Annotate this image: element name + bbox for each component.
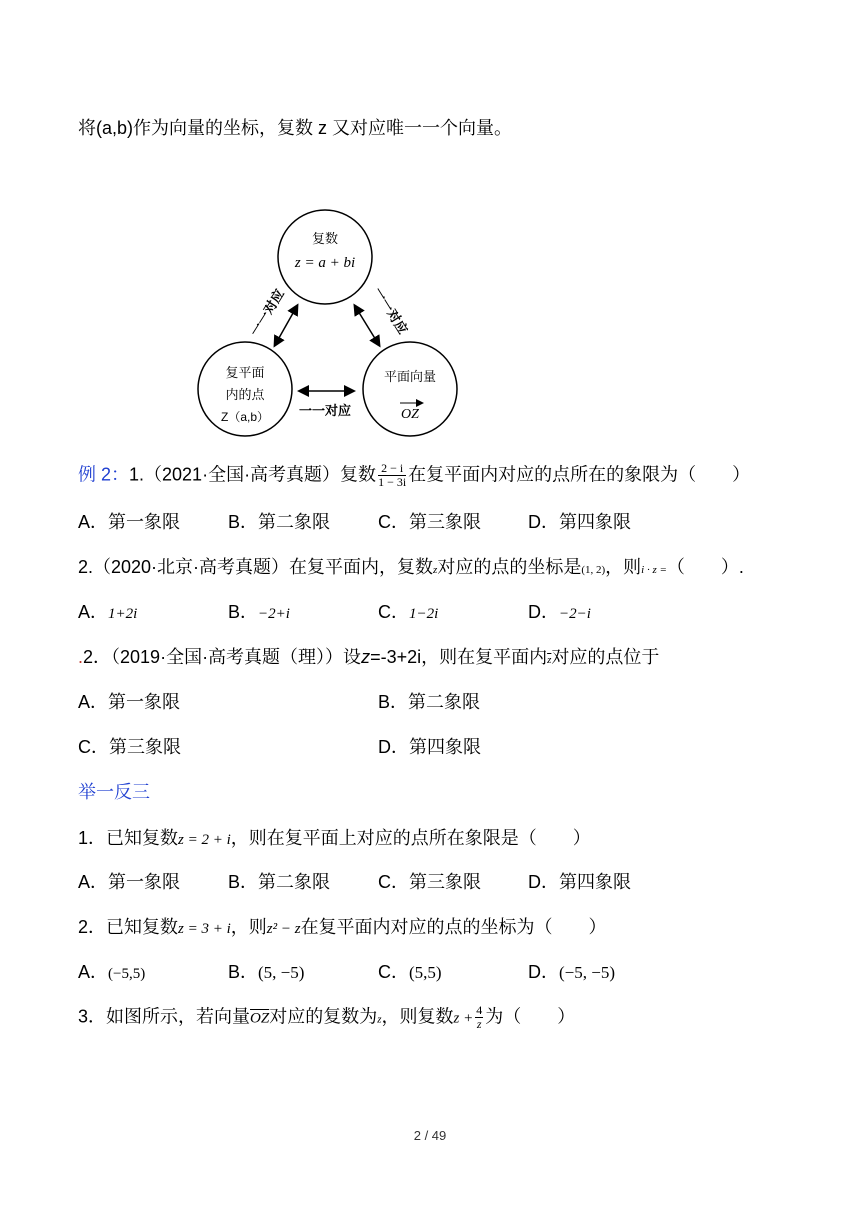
arrow-right xyxy=(355,306,379,345)
left-line3: Z（a,b） xyxy=(220,410,270,424)
example-q3: .2．（2019·全国·高考真题（理））设z=-3+2i，则在复平面内$\overline{z}$对应的点位于 xyxy=(78,647,660,667)
q1-prefix: 1.（2021·全国·高考真题）复数 xyxy=(129,464,377,485)
example-q1 xyxy=(78,462,750,489)
example-q2: 2.（2020·北京·高考真题）在复平面内，复数z对应的点的坐标是(1, 2)，则i · z =（ ）. xyxy=(78,557,744,577)
q1-option-d: D．第四象限 xyxy=(528,512,631,532)
right-formula: OZ xyxy=(401,407,419,422)
p1-option-a: A．第一象限 xyxy=(78,872,181,892)
q3-option-b: B．第二象限 xyxy=(378,692,481,712)
example-label: 例 2 xyxy=(78,464,112,485)
left-line1: 复平面 xyxy=(225,365,265,380)
q2-option-d: D．−2−i xyxy=(528,602,591,622)
practice-p1: 1．已知复数z = 2 + i，则在复平面上对应的点所在象限是（ ） xyxy=(78,828,591,848)
q1-option-c: C．第三象限 xyxy=(378,512,481,532)
top-formula: z = a + bi xyxy=(294,255,356,271)
top-title: 复数 xyxy=(311,231,339,246)
label-left: 一一对应 xyxy=(246,286,288,339)
q1-option-b: B．第二象限 xyxy=(228,512,331,532)
correspondence-diagram xyxy=(195,205,465,445)
p2-option-c: C．(5,5) xyxy=(378,962,442,982)
example-colon: ： xyxy=(111,464,130,485)
right-line1: 平面向量 xyxy=(383,369,437,384)
p2-option-a: A．(−5,5) xyxy=(78,962,146,982)
q1-option-a: A．第一象限 xyxy=(78,512,181,532)
left-line2: 内的点 xyxy=(225,387,265,402)
intro-text: 将(a,b)作为向量的坐标，复数 z 又对应唯一一个向量。 xyxy=(78,118,513,138)
q3-option-c: C．第三象限 xyxy=(78,737,181,757)
p3-fraction: $\frac{4}{z}$ xyxy=(476,1003,483,1031)
q1-suffix: 在复平面内对应的点所在的象限为（ ） xyxy=(408,464,751,485)
q3-option-a: A．第一象限 xyxy=(78,692,181,712)
label-right: 一一对应 xyxy=(370,284,411,337)
p2-option-b: B．(5, −5) xyxy=(228,962,305,982)
label-bottom: 一一对应 xyxy=(299,403,352,418)
q2-option-a: A．1+2i xyxy=(78,602,138,622)
q2-option-b: B．−2+i xyxy=(228,602,290,622)
p1-option-b: B．第二象限 xyxy=(228,872,331,892)
p2-option-d: D．(−5, −5) xyxy=(528,962,615,982)
page-number: 2 / 49 xyxy=(413,1128,447,1143)
arrow-left xyxy=(275,306,297,345)
p1-option-d: D．第四象限 xyxy=(528,872,631,892)
practice-p2: 2．已知复数z = 3 + i，则z² − z在复平面内对应的点的坐标为（ ） xyxy=(78,917,607,937)
practice-p3: 3．如图所示，若向量$\overline{OZ}$对应的复数为z，则复数z + $\frac{4}{z}$ 为（ ） xyxy=(78,1003,576,1031)
q2-option-c: C．1−2i xyxy=(378,602,439,622)
p1-option-c: C．第三象限 xyxy=(378,872,481,892)
q1-fraction: $\frac{2 - i}{1 - 3i}$ xyxy=(378,461,407,489)
practice-heading: 举一反三 xyxy=(78,782,150,802)
q3-option-d: D．第四象限 xyxy=(378,737,481,757)
